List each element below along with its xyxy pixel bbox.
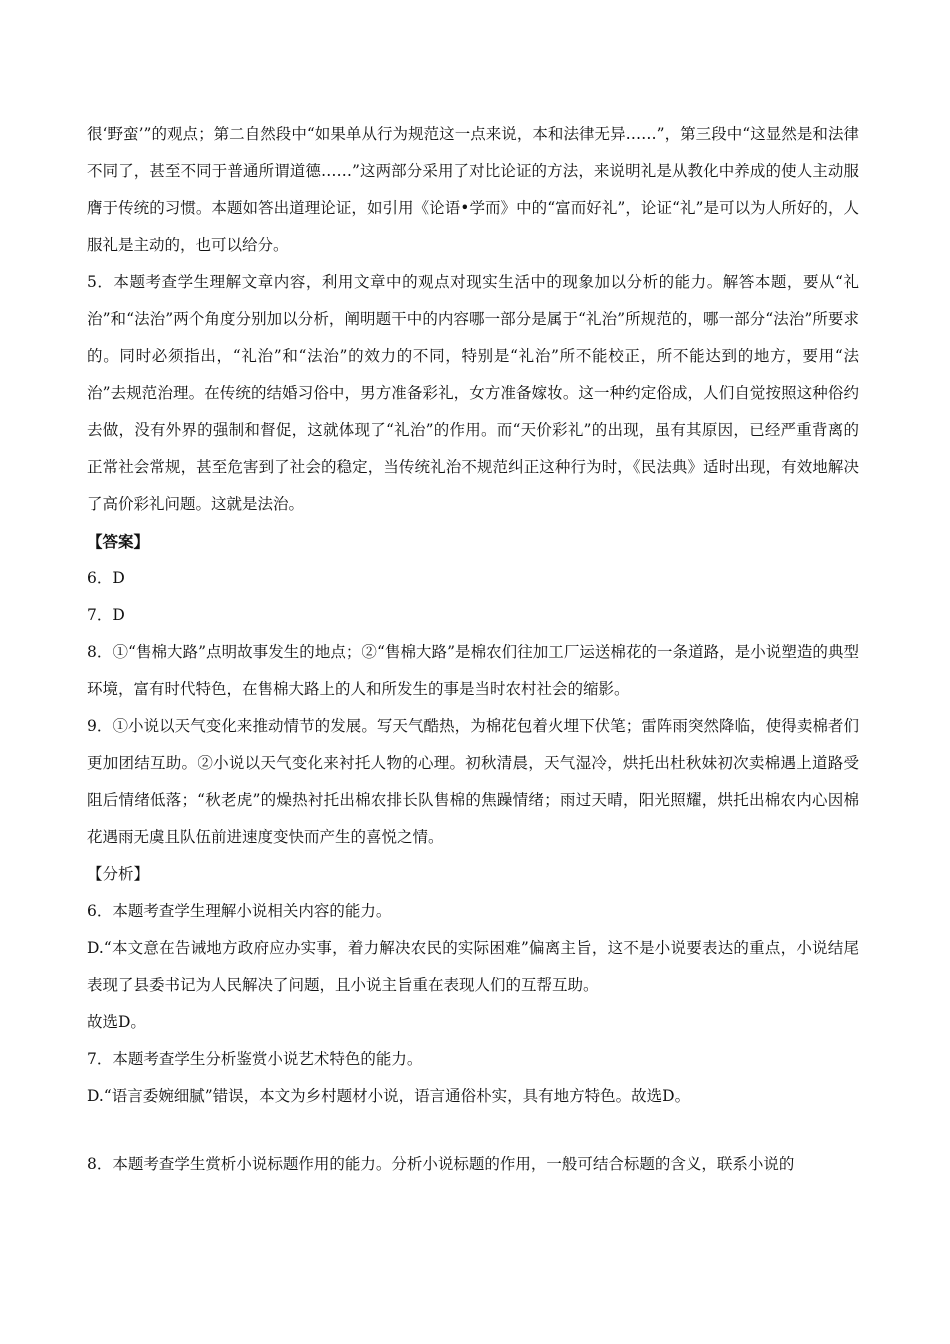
analysis-heading: 【分析】 [87,865,150,883]
answer-9: 9．①小说以天气变化来推动情节的发展。写天气酷热，为棉花包着火埋下伏笔；雷阵雨突然降临，使得卖棉者们更加团结互助。②小说以天气变化来衬托人物的心理。初秋清晨，天气湿冷，烘托出杜秋妹初次卖棉遇上道路受阻后情绪低落；“秋老虎”的燥热衬托出棉农排长队售棉的焦躁情绪；雨过天晴，阳光照耀，烘托出棉农内心因棉花遇雨无虞且队伍前进速度变快而产生的喜悦之情。 [87,717,859,846]
analysis-6-choice: 故选D。 [87,1013,146,1031]
document-content [87,116,859,1183]
analysis-7-intro: 7．本题考查学生分析鉴赏小说艺术特色的能力。 [87,1050,423,1068]
paragraph-question-5: 5．本题考查学生理解文章内容，利用文章中的观点对现实生活中的现象加以分析的能力。解答本题，要从“礼治”和“法治”两个角度分别加以分析，阐明题干中的内容哪一部分是属于“礼治”所规范的，哪一部分“法治”所要求的。同时必须指出，“礼治”和“法治”的效力的不同，特别是“礼治”所不能校正，所不能达到的地方，要用“法治”去规范治理。在传统的结婚习俗中，男方准备彩礼，女方准备嫁妆。这一种约定俗成，人们自觉按照这种俗约去做，没有外界的强制和督促，这就体现了“礼治”的作用。而“天价彩礼”的出现，虽有其原因，已经严重背离的正常社会常规，甚至危害到了社会的稳定，当传统礼治不规范纠正这种行为时，《民法典》适时出现，有效地解决了高价彩礼问题。这就是法治。 [87,273,859,513]
analysis-8-intro: 8．本题考查学生赏析小说标题作用的能力。分析小说标题的作用，一般可结合标题的含义，联系小说的 [87,1155,795,1173]
analysis-6-detail: D.“本文意在告诫地方政府应办实事，着力解决农民的实际困难”偏离主旨，这不是小说要表达的重点，小说结尾表现了县委书记为人民解决了问题，且小说主旨重在表现人们的互帮互助。 [87,939,859,994]
analysis-7-detail: D.“语言委婉细腻”错误，本文为乡村题材小说，语言通俗朴实，具有地方特色。故选D。 [87,1087,691,1105]
blank-gap [87,1115,859,1146]
paragraph-argument-analysis: 很‘野蛮’”的观点；第二自然段中“如果单从行为规范这一点来说，本和法律无异……”，第三段中“这显然是和法律不同了，甚至不同于普通所谓道德……”这两部分采用了对比论证的方法，来说明礼是从教化中养成的使人主动服膺于传统的习惯。本题如答出道理论证，如引用《论语•学而》中的“富而好礼”，论证“礼”是可以为人所好的，人服礼是主动的，也可以给分。 [87,125,859,254]
answer-6: 6．D [87,569,125,587]
answer-7: 7．D [87,606,125,624]
answer-heading: 【答案】 [87,532,150,551]
answer-8: 8．①“售棉大路”点明故事发生的地点；②“售棉大路”是棉农们往加工厂运送棉花的一条道路，是小说塑造的典型环境，富有时代特色，在售棉大路上的人和所发生的事是当时农村社会的缩影。 [87,643,859,698]
analysis-6-intro: 6．本题考查学生理解小说相关内容的能力。 [87,902,392,920]
